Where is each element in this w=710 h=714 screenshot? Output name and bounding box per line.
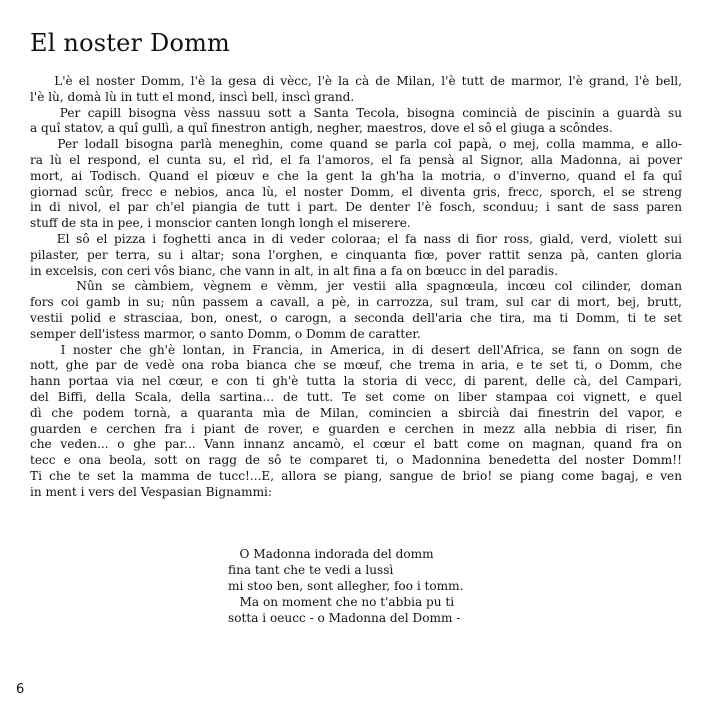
text-line: in ment i vers del Vespasian Bignammi: [30,484,272,499]
text-line: guarden e cerchen fra i piant de rover, e guarden e cerchen in mezz alla nebbia di riser, fin [30,421,682,436]
text-line: in excelsis, con ceri vôs bianc, che vann in alt, in alt fina a fa on bœucc in del paradis. [30,263,559,278]
poem [228,546,463,626]
body-text [30,74,682,501]
text-line: Per lodall bisogna parlà meneghin, come quand se parla col papà, o mej, colla mamma, e allo- [30,137,682,152]
text-line: semper dell'istess marmor, o santo Domm, o Domm de caratter. [30,326,421,341]
text-line: mort, ai Todisch. Quand el piœuv e che la gent la gh'ha la motria, o d'inverno, quand el fa quî [30,168,682,183]
text-line: vestii polid e strasciaa, bon, onest, o carogn, a seconda dell'aria che tira, ma ti Domm, ti te set [30,310,682,325]
text-line: del Biffi, della Scala, della sartina... de tutt. Te set come on liber stampaa coi vignett, e quel [30,389,682,404]
text-line: ra lù el respond, el cunta su, el rìd, el fa l'amoros, el fa pensà al Signor, alla Madonna, ai pover [30,152,682,167]
text-line: Per capill bisogna vèss nassuu sott a Santa Tecola, bisogna comincià de piscinin a guardà su [30,105,682,120]
page-title: El noster Domm [30,29,231,57]
text-line: pilaster, per terra, su i altar; sona l'orghen, e cinquanta fiœ, pover rattit senza pà, canten gloria [30,247,682,262]
poem-line: sotta i oeucc - o Madonna del Domm - [228,611,461,625]
text-line: dì che podem tornà, a quaranta mìa de Milan, comincien a sbircià dai finestrin del vapor, e [30,405,682,420]
text-line: a quî statov, a quî gullì, a quî finestron antigh, negher, maestros, dove el sô el giuga a scôndes. [30,121,613,136]
poem-line: fina tant che te vedi a lussì [228,563,394,577]
text-line: I noster che gh'è lontan, in Francia, in America, in di desert dell'Africa, se fann on sogn de [30,342,682,357]
poem-line: Ma on moment che no t'abbia pu ti [228,595,455,609]
text-line: l'è lù, domà lù in tutt el mond, inscì bell, inscì grand. [30,89,355,104]
poem-line: O Madonna indorada del domm [228,547,434,561]
text-line: Nûn se càmbiem, vègnem e vèmm, jer vestii alla spagnœula, incœu col cilinder, doman [30,279,682,294]
text-line: nott, ghe par de vedè ona roba bianca che se mœuf, che trema in aria, e te set ti, o Domm, che [30,358,682,373]
text-line: fors coi gamb in su; nûn passem a cavall, a pè, in carrozza, sul tram, sul car di mort, bej, brutt, [30,295,682,310]
text-line: che veden... o ghe par... Vann innanz ancamò, el cœur el batt come on magnan, quand fra on [30,437,682,452]
text-line: stuff de sta in pee, i monscior canten longh longh el miserere. [30,216,411,231]
text-line: El sô el pizza i foghetti anca in di veder coloraa; el fa nass di fior ross, giald, verd, violett sui [30,231,682,246]
page-number: 6 [16,682,25,697]
text-line: giornad scûr, frecc e nebios, anca lù, el noster Domm, el diventa gris, frecc, sporch, el se streng [30,184,682,199]
text-line: hann portaa via nel cœur, e con ti gh'è tutta la storia di vecc, di parent, delle cà, del Campari, [30,374,682,389]
text-line: tecc e ona beola, sott on ragg de sô te comparet ti, o Madonnina benedetta del noster Domm!! [30,453,682,468]
text-line: L'è el noster Domm, l'è la gesa di vècc, l'è la cà de Milan, l'è tutt de marmor, l'è grand, l'è bell, [30,74,682,88]
poem-line: mi stoo ben, sont allegher, foo i tomm. [228,579,464,593]
text-line: in di nivol, el par ch'el piangia de tutt i part. De denter l'è fosch, sconduu; i sant de sass paren [30,200,682,215]
text-line: Ti che te set la mamma de tucc!...E, allora se piang, sangue de brio! se piang come bagaj, e ven [30,468,682,483]
